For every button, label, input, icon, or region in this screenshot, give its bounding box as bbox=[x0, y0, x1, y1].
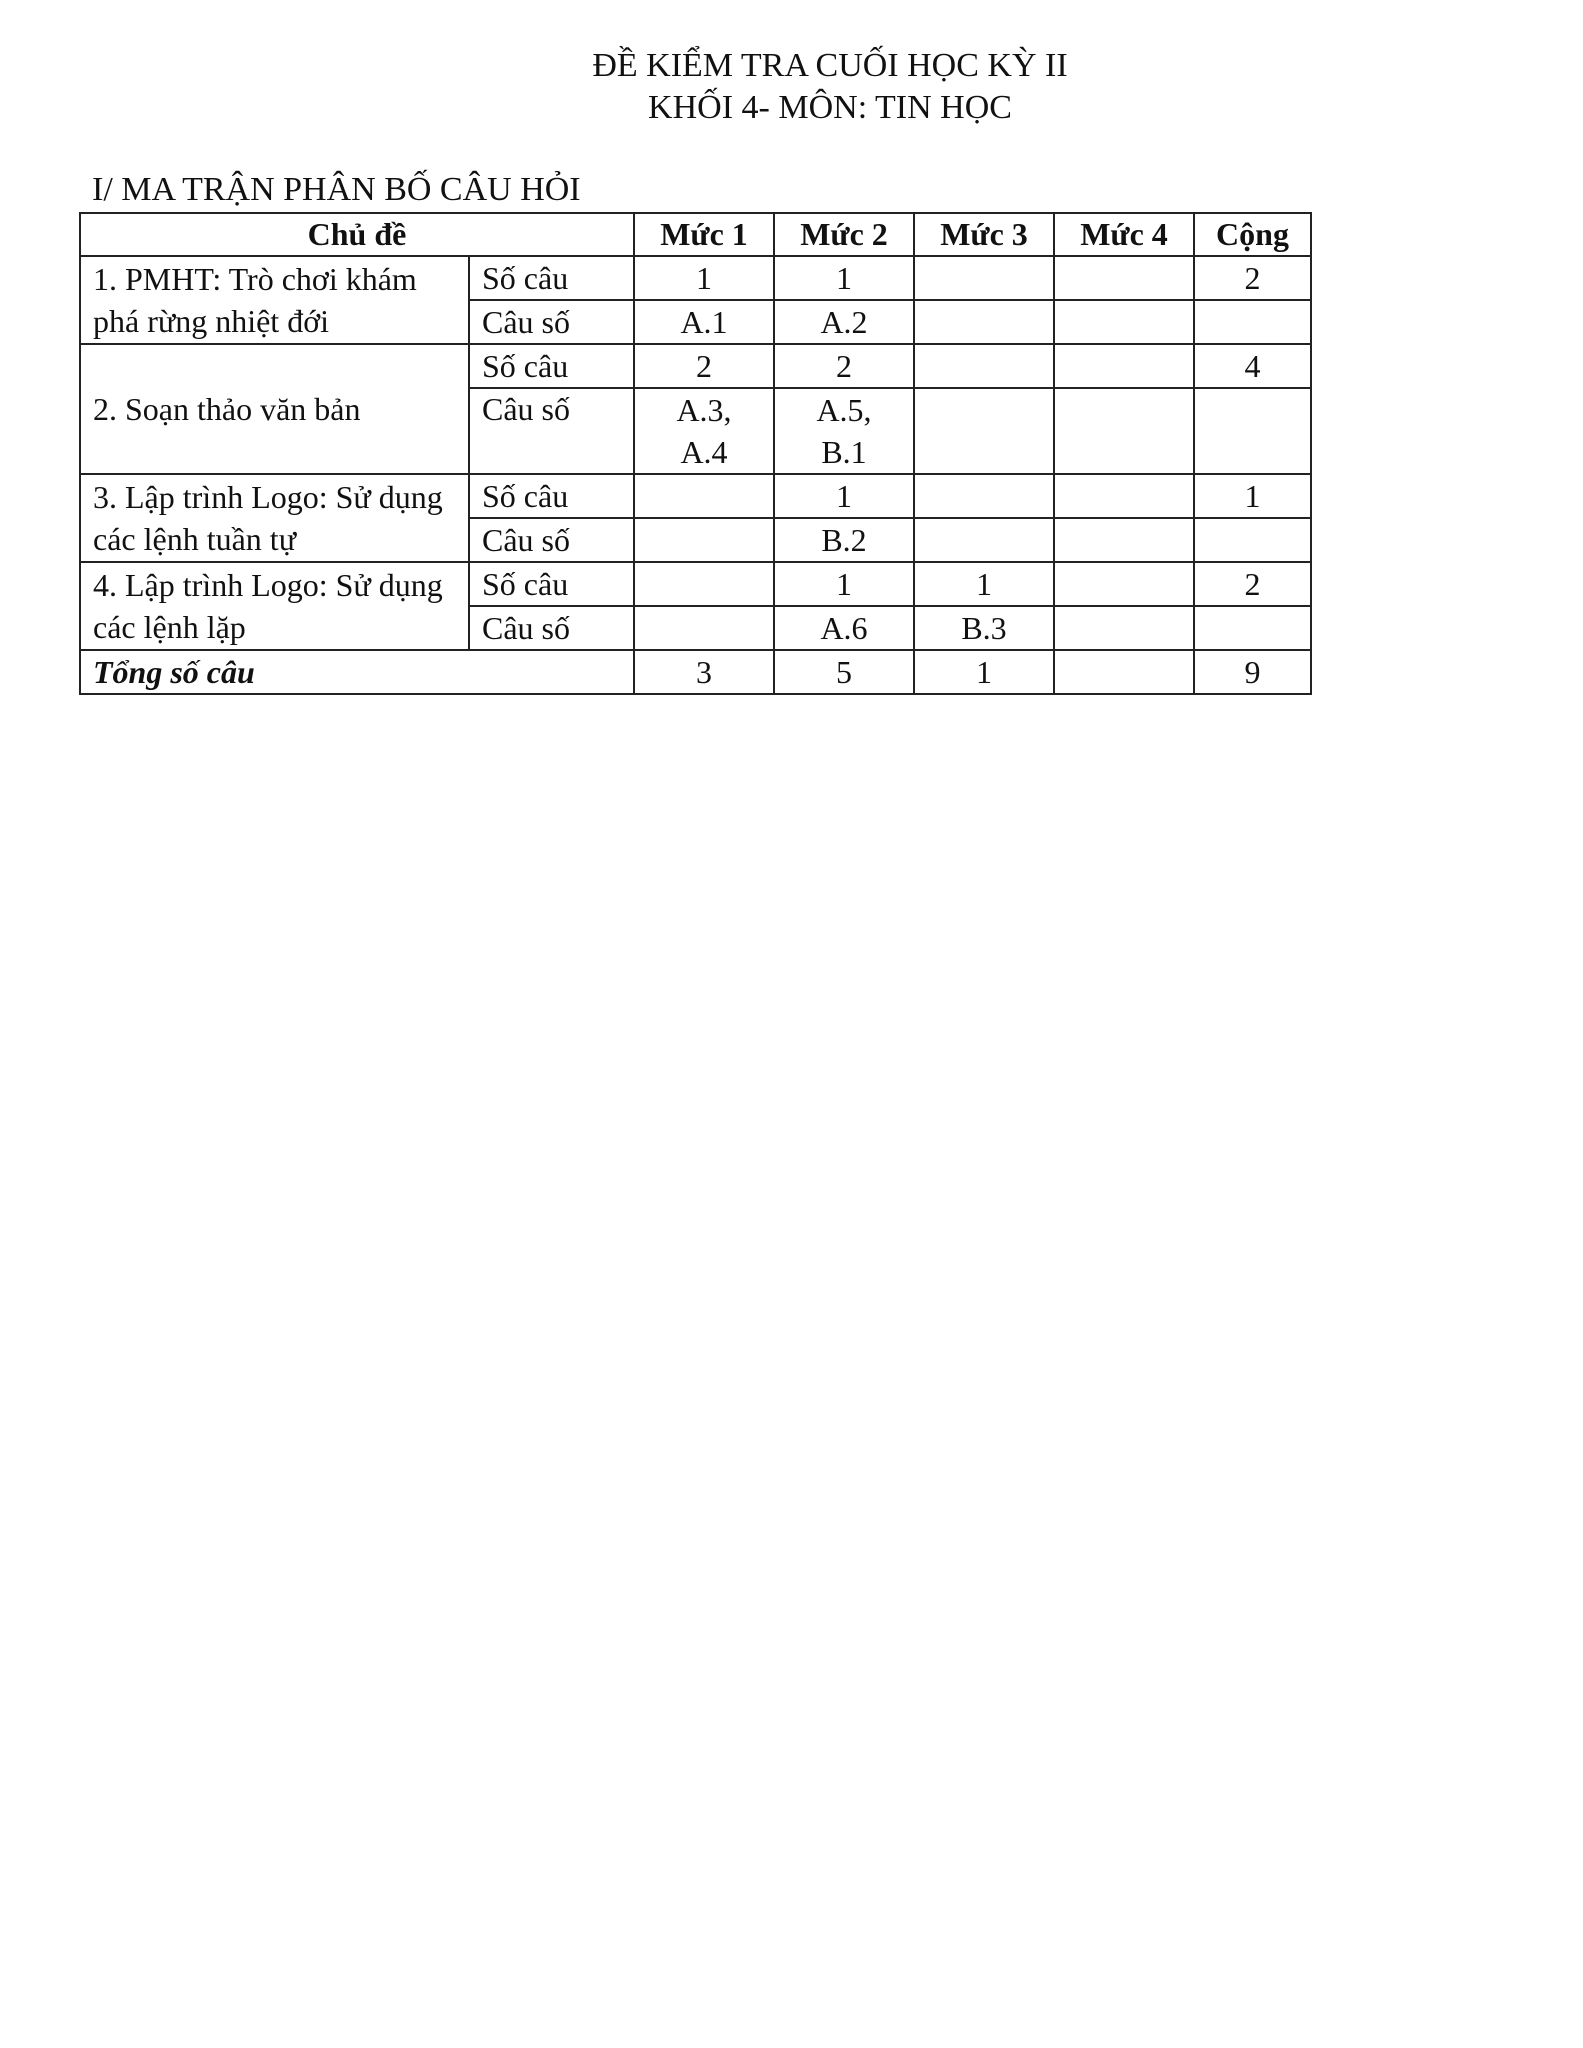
row-kind-numbers: Câu số bbox=[469, 388, 634, 474]
cell-value bbox=[914, 518, 1054, 562]
row-kind-numbers: Câu số bbox=[469, 606, 634, 650]
cell-value: A.3, A.4 bbox=[634, 388, 774, 474]
cell-value bbox=[914, 388, 1054, 474]
cell-value bbox=[1054, 256, 1194, 300]
cell-value bbox=[634, 562, 774, 606]
table-row bbox=[80, 474, 1311, 518]
section-heading: I/ MA TRẬN PHÂN BỐ CÂU HỎI bbox=[92, 171, 581, 208]
question-matrix-table bbox=[79, 212, 1312, 695]
cell-total bbox=[1194, 518, 1311, 562]
grand-total: 9 bbox=[1194, 650, 1311, 694]
cell-value bbox=[1054, 562, 1194, 606]
header-level4: Mức 4 bbox=[1054, 213, 1194, 256]
cell-total: 2 bbox=[1194, 256, 1311, 300]
cell-value bbox=[634, 606, 774, 650]
cell-value bbox=[634, 518, 774, 562]
topic-name: 4. Lập trình Logo: Sử dụng các lệnh lặp bbox=[80, 562, 469, 650]
row-kind-numbers: Câu số bbox=[469, 300, 634, 344]
cell-value: 1 bbox=[774, 474, 914, 518]
cell-value: A.2 bbox=[774, 300, 914, 344]
cell-value bbox=[1054, 606, 1194, 650]
header-level1: Mức 1 bbox=[634, 213, 774, 256]
cell-total: 4 bbox=[1194, 344, 1311, 388]
row-kind-count: Số câu bbox=[469, 474, 634, 518]
topic-name: 1. PMHT: Trò chơi khám phá rừng nhiệt đới bbox=[80, 256, 469, 344]
cell-value bbox=[914, 344, 1054, 388]
cell-total bbox=[1194, 606, 1311, 650]
header-total: Cộng bbox=[1194, 213, 1311, 256]
cell-total bbox=[1194, 388, 1311, 474]
cell-value: 2 bbox=[634, 344, 774, 388]
cell-total: 2 bbox=[1194, 562, 1311, 606]
cell-value bbox=[1054, 300, 1194, 344]
cell-value bbox=[914, 474, 1054, 518]
cell-value: A.5, B.1 bbox=[774, 388, 914, 474]
total-value bbox=[1054, 650, 1194, 694]
topic-name: 3. Lập trình Logo: Sử dụng các lệnh tuần tự bbox=[80, 474, 469, 562]
row-kind-numbers: Câu số bbox=[469, 518, 634, 562]
total-label: Tổng số câu bbox=[80, 650, 634, 694]
header-level2: Mức 2 bbox=[774, 213, 914, 256]
cell-value bbox=[1054, 388, 1194, 474]
cell-value bbox=[914, 300, 1054, 344]
cell-value: B.3 bbox=[914, 606, 1054, 650]
cell-value: 2 bbox=[774, 344, 914, 388]
table-row bbox=[80, 562, 1311, 606]
cell-value bbox=[634, 474, 774, 518]
table-row bbox=[80, 344, 1311, 388]
document-title-line1: ĐỀ KIỂM TRA CUỐI HỌC KỲ II bbox=[592, 47, 1068, 84]
total-value: 5 bbox=[774, 650, 914, 694]
document-title-line2: KHỐI 4- MÔN: TIN HỌC bbox=[648, 89, 1012, 126]
topic-name: 2. Soạn thảo văn bản bbox=[80, 344, 469, 474]
header-topic: Chủ đề bbox=[80, 213, 634, 256]
cell-total bbox=[1194, 300, 1311, 344]
cell-value: B.2 bbox=[774, 518, 914, 562]
row-kind-count: Số câu bbox=[469, 256, 634, 300]
header-level3: Mức 3 bbox=[914, 213, 1054, 256]
cell-value bbox=[1054, 474, 1194, 518]
cell-value: 1 bbox=[634, 256, 774, 300]
cell-value: A.6 bbox=[774, 606, 914, 650]
cell-total: 1 bbox=[1194, 474, 1311, 518]
cell-value bbox=[1054, 344, 1194, 388]
cell-value bbox=[1054, 518, 1194, 562]
row-kind-count: Số câu bbox=[469, 562, 634, 606]
total-row bbox=[80, 650, 1311, 694]
table-row bbox=[80, 256, 1311, 300]
total-value: 3 bbox=[634, 650, 774, 694]
cell-value: 1 bbox=[774, 562, 914, 606]
cell-value: 1 bbox=[914, 562, 1054, 606]
total-value: 1 bbox=[914, 650, 1054, 694]
cell-value: 1 bbox=[774, 256, 914, 300]
row-kind-count: Số câu bbox=[469, 344, 634, 388]
cell-value: A.1 bbox=[634, 300, 774, 344]
cell-value bbox=[914, 256, 1054, 300]
table-header-row bbox=[80, 213, 1311, 256]
